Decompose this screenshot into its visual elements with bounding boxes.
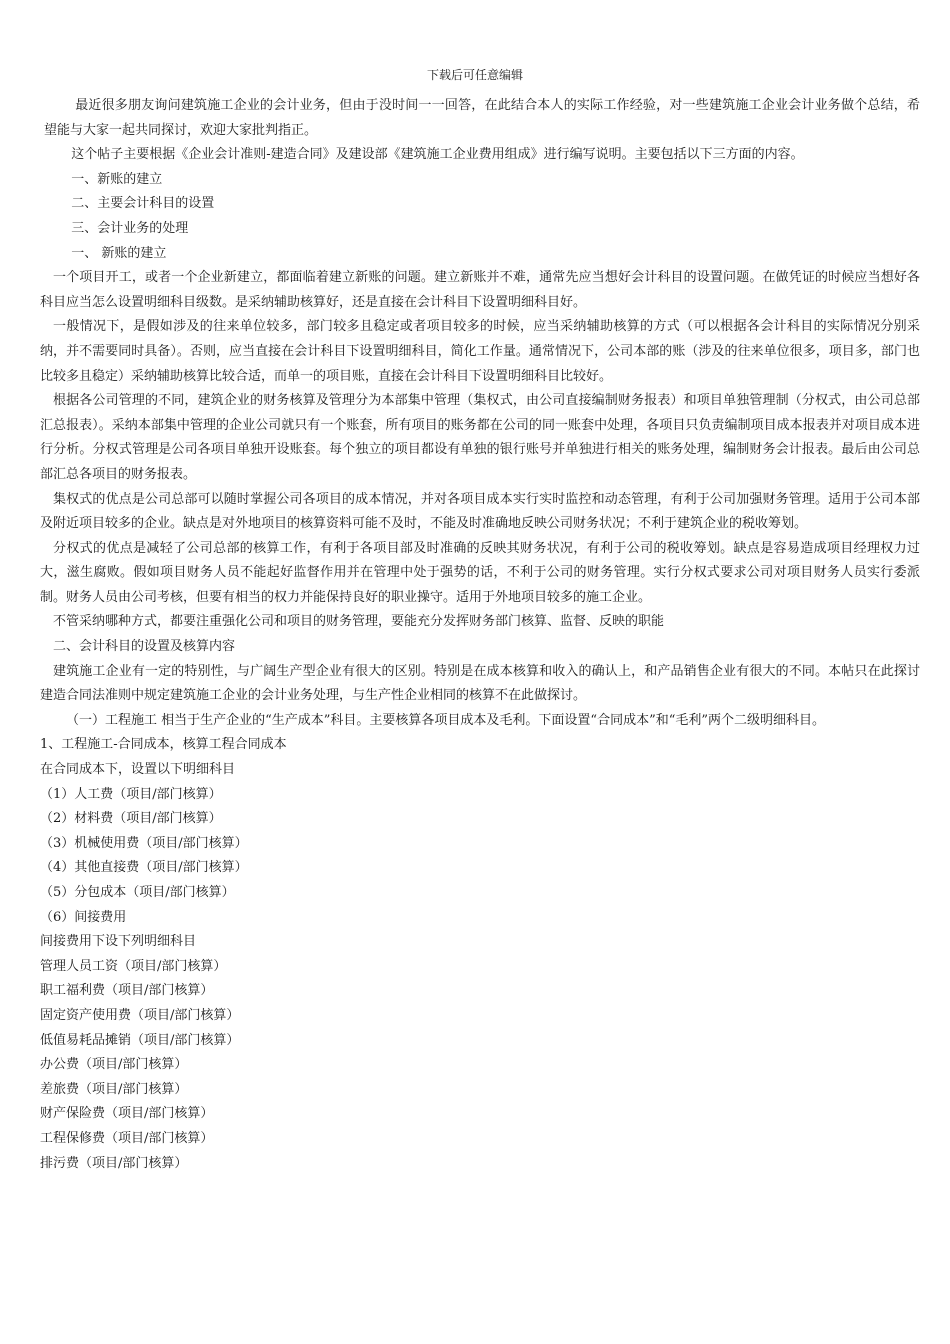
list-item: （4）其他直接费（项目/部门核算） (40, 860, 248, 876)
paragraph: 这个帖子主要根据《企业会计准则-建造合同》及建设部《建筑施工企业费用组成》进行编写说明。主要包括以下三方面的内容。 (71, 147, 804, 163)
toc-item: 三、会计业务的处理 (71, 220, 189, 236)
toc-item: 二、主要会计科目的设置 (71, 196, 215, 212)
list-item: （6）间接费用 (40, 909, 127, 925)
list-item: （3）机械使用费（项目/部门核算） (40, 835, 248, 851)
page-header: 下载后可任意编辑 (426, 68, 523, 82)
paragraph: 集权式的优点是公司总部可以随时掌握公司各项目的成本情况，并对各项目成本实行实时监控和动态管理，有利于公司加强财务管理。适用于公司本部及附近项目较多的企业。缺点是对外地项目的核算资料可能不及时，不能及时准确地反映公司财务状况；不利于建筑企业的税收筹划。 (40, 491, 920, 532)
toc-item: 一、新账的建立 (71, 171, 163, 187)
list-item: （5）分包成本（项目/部门核算） (40, 885, 235, 900)
section-heading: 二、会计科目的设置及核算内容 (53, 639, 236, 655)
list-item: 管理人员工资（项目/部门核算） (40, 958, 227, 974)
paragraph: 间接费用下设下列明细科目 (40, 934, 197, 950)
paragraph: 一般情况下，是假如涉及的往来单位较多，部门较多且稳定或者项目较多的时候，应当采纳辅助核算的方式（可以根据各会计科目的实际情况分别采纳，并不需要同时具备）。否则，应当直接在会计科目下设置明细科目，简化工作量。通常情况下，公司本部的账（涉及的往来单位很多，项目多，部门也比较多且稳定）采纳辅助核算比较合适，而单一的项目账，直接在会计科目下设置明细科目比较好。 (40, 319, 920, 384)
list-item: （2）材料费（项目/部门核算） (40, 811, 222, 827)
paragraph: 最近很多朋友询问建筑施工企业的会计业务，但由于没时间一一回答，在此结合本人的实际工作经验，对一些建筑施工企业会计业务做个总结，希望能与大家一起共同探讨，欢迎大家批判指正。 (44, 98, 920, 138)
paragraph: （一）工程施工 相当于生产企业的“生产成本”科目。主要核算各项目成本及毛利。下面设置“合同成本”和“毛利”两个二级明细科目。 (66, 712, 826, 728)
list-item: 固定资产使用费（项目/部门核算） (40, 1007, 240, 1023)
paragraph: 不管采纳哪种方式，都要注重强化公司和项目的财务管理，要能充分发挥财务部门核算、监督、反映的职能 (53, 614, 665, 630)
document-body (40, 94, 920, 1176)
list-item: （1）人工费（项目/部门核算） (40, 786, 222, 802)
paragraph: 根据各公司管理的不同，建筑企业的财务核算及管理分为本部集中管理（集权式，由公司直接编制财务报表）和项目单独管理制（分权式，由公司总部汇总报表）。采纳本部集中管理的企业公司就只有一个账套，所有项目的账务都在公司的同一账套中处理，各项目只负责编制项目成本报表并对项目成本进行分析。分权式管理是公司各项目单独开设账套。每个独立的项目都设有单独的银行账号并单独进行相关的账务处理，编制财务会计报表。最后由公司总部汇总各项目的财务报表。 (40, 393, 920, 482)
paragraph: 在合同成本下，设置以下明细科目 (40, 762, 236, 778)
paragraph: 一个项目开工，或者一个企业新建立，都面临着建立新账的问题。建立新账并不难，通常先应当想好会计科目的设置问题。在做凭证的时候应当想好各科目应当怎么设置明细科目级数。是采纳辅助核算好，还是直接在会计科目下设置明细科目好。 (40, 270, 920, 310)
section-heading: 一、 新账的建立 (71, 245, 167, 261)
list-item: 低值易耗品摊销（项目/部门核算） (40, 1032, 240, 1048)
list-item: 财产保险费（项目/部门核算） (40, 1106, 214, 1122)
list-item: 排污费（项目/部门核算） (40, 1155, 188, 1171)
list-item: 职工福利费（项目/部门核算） (40, 983, 214, 999)
paragraph: 分权式的优点是减轻了公司总部的核算工作，有利于各项目部及时准确的反映其财务状况，有利于公司的税收筹划。缺点是容易造成项目经理权力过大，滋生腐败。假如项目财务人员不能起好监督作用并在管理中处于强势的话，不利于公司的财务管理。实行分权式要求公司对项目财务人员实行委派制。财务人员由公司考核，但要有相当的权力并能保持良好的职业操守。适用于外地项目较多的施工企业。 (40, 540, 920, 605)
list-item: 工程保修费（项目/部门核算） (40, 1130, 214, 1146)
list-item: 差旅费（项目/部门核算） (40, 1081, 188, 1097)
list-item: 办公费（项目/部门核算） (40, 1057, 188, 1073)
subsection-heading: 1、工程施工-合同成本，核算工程合同成本 (40, 737, 287, 753)
paragraph: 建筑施工企业有一定的特别性，与广阔生产型企业有很大的区别。特别是在成本核算和收入的确认上，和产品销售企业有很大的不同。本帖只在此探讨建造合同法准则中规定建筑施工企业的会计业务处理，与生产性企业相同的核算不在此做探讨。 (40, 663, 920, 704)
